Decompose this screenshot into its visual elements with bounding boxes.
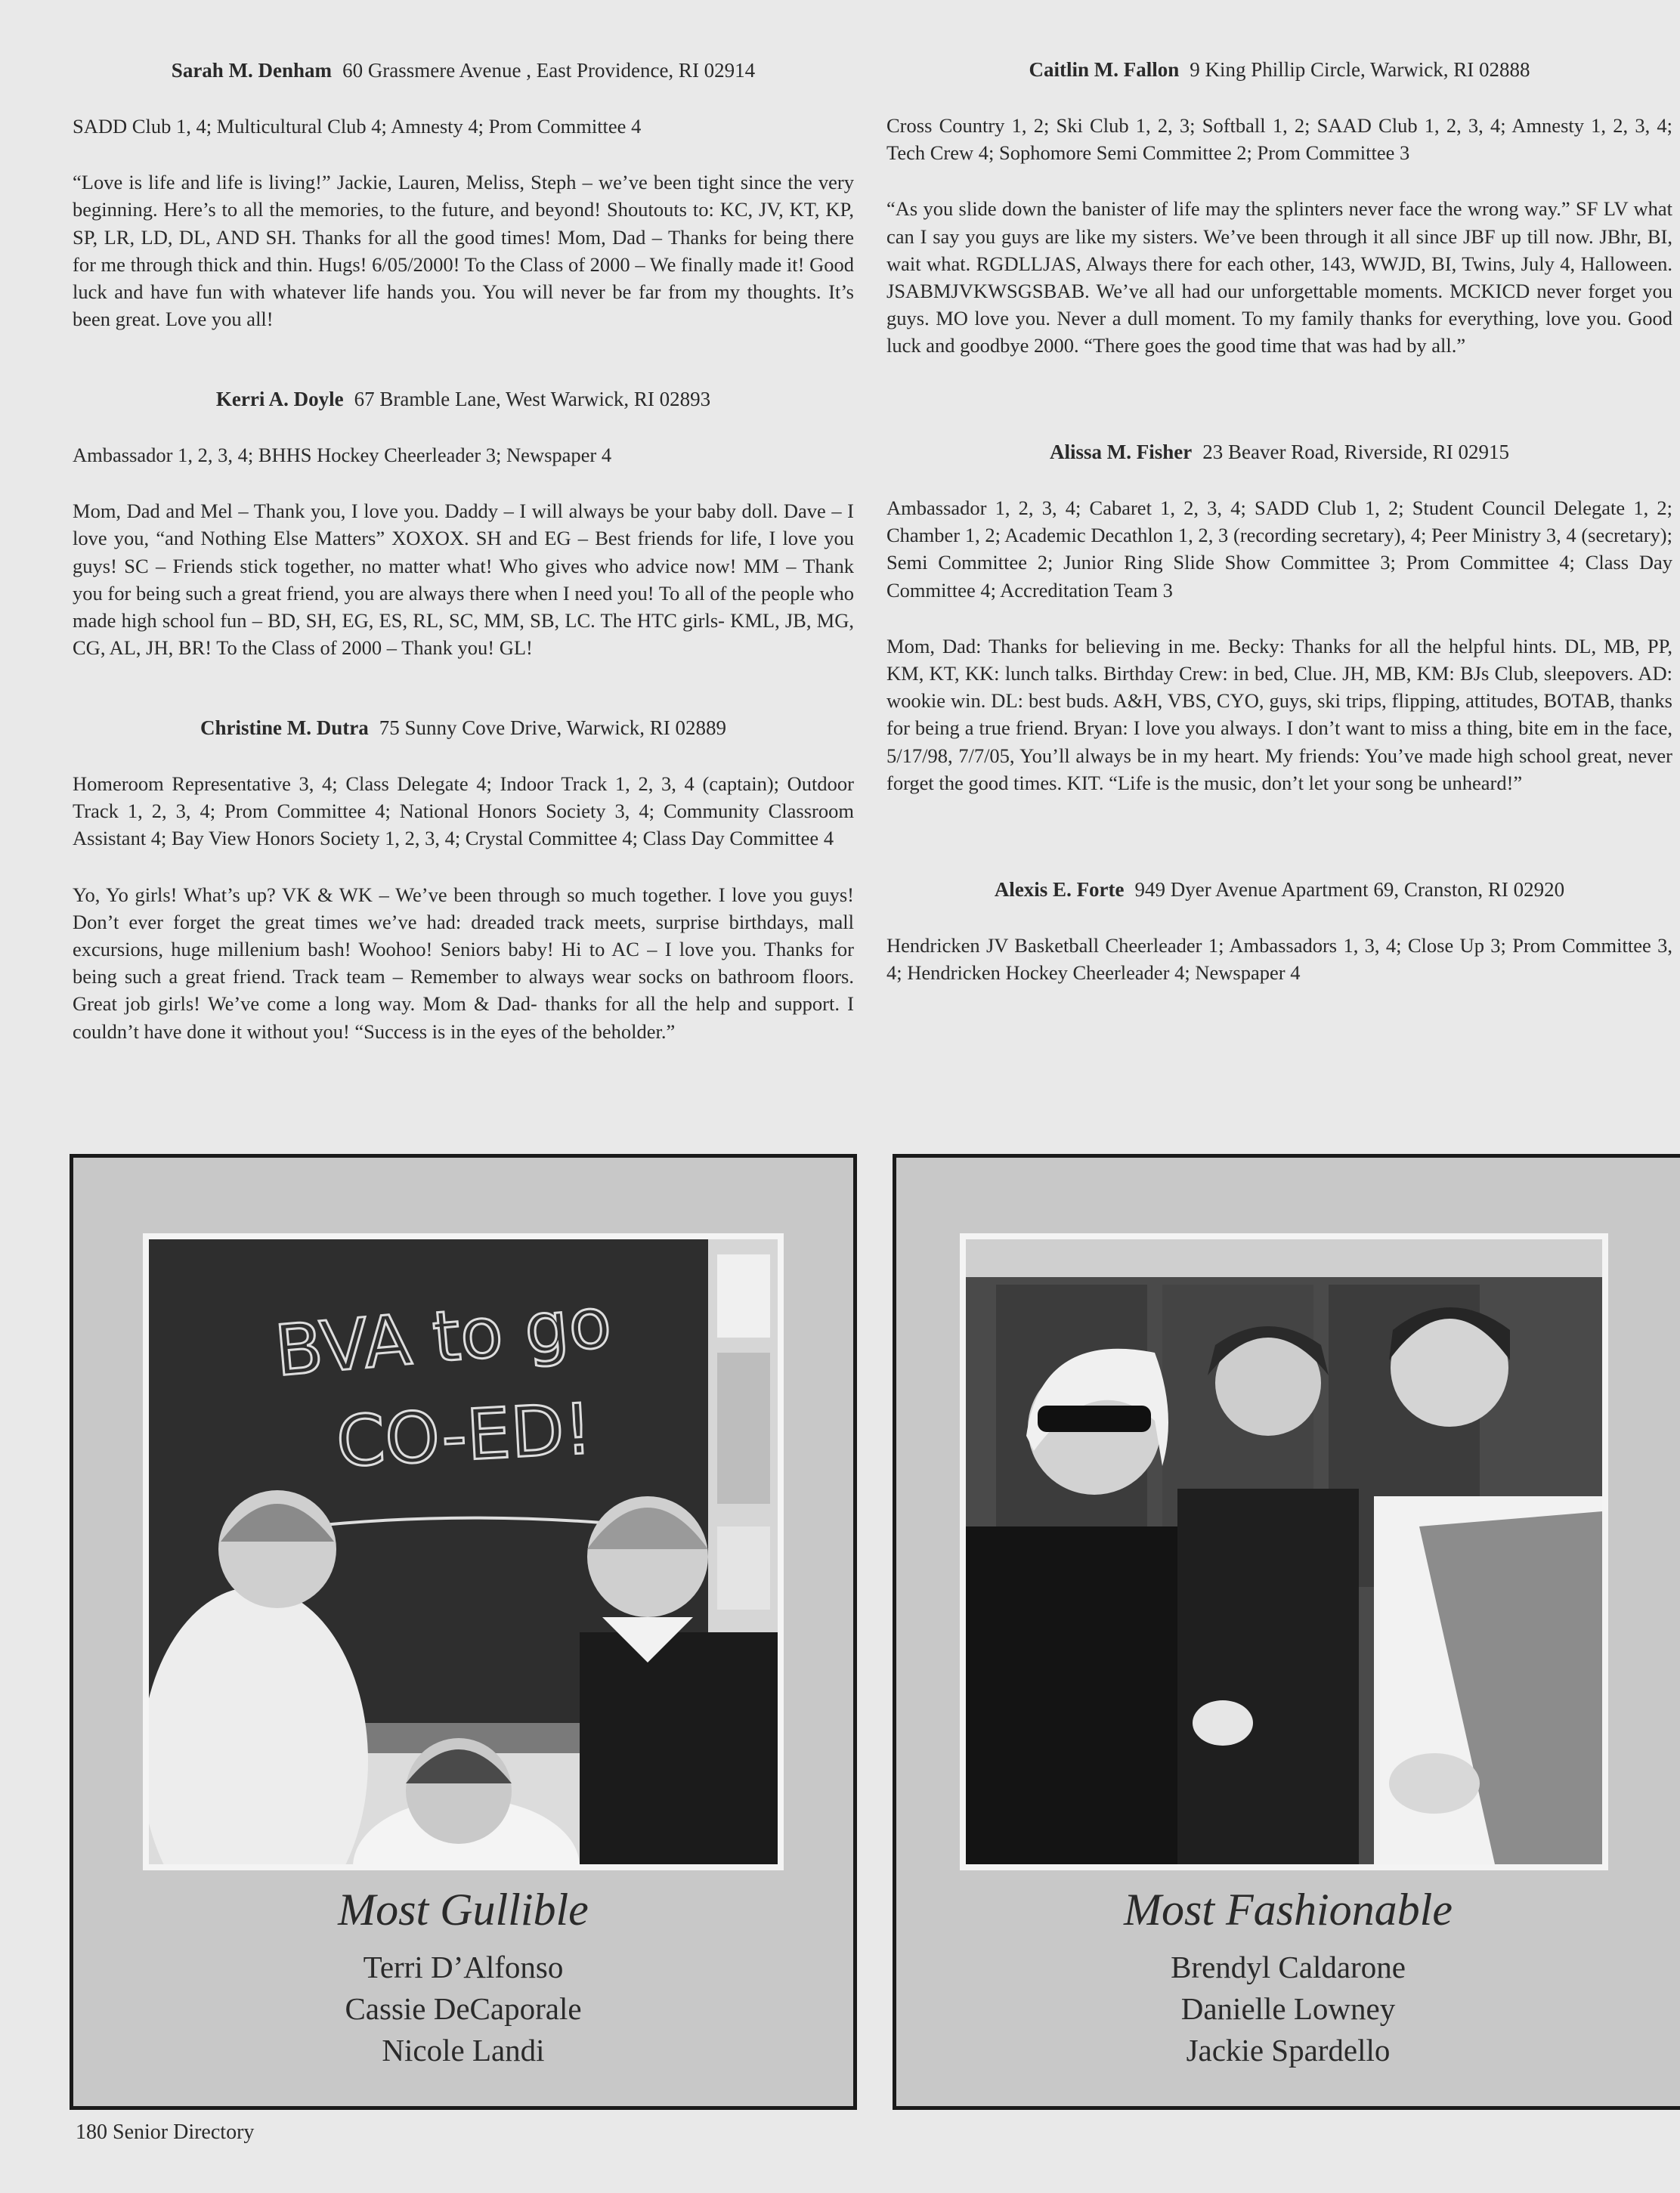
senior-message: Yo, Yo girls! What’s up? VK & WK – We’ve been through so much together. I love you guys! Don’t ever forget the great times we’ve had: dreaded track meets, surprise birthdays, mall excursions, huge millenium bash! Woohoo! Seniors baby! Hi to AC – I love you. Thanks for being such a great friend. Track team – Remember to always wear socks on bathroom floors. Great job girls! We’ve come a long way. Mom & Dad- thanks for all the help and support. I couldn’t have done it without you! “Success is in the eyes of the beholder.” [73,883,854,1043]
page-footer: 180 Senior Directory [76,2120,255,2144]
award-name: Jackie Spardello [1186,2033,1391,2068]
award-panel-most-fashionable [893,1154,1680,2110]
award-title: Most Gullible [338,1885,589,1935]
senior-activities: Ambassador 1, 2, 3, 4; BHHS Hockey Cheerleader 3; Newspaper 4 [73,444,612,466]
senior-entry [73,714,854,1045]
senior-entry [886,56,1672,360]
senior-address: 67 Bramble Lane, West Warwick, RI 02893 [354,388,711,410]
senior-message: “Love is life and life is living!” Jackie, Lauren, Meliss, Steph – we’ve been tight since the very beginning. Here’s to all the memories, to the future, and beyond! Shoutouts to: KC, JV, KT, KP, SP, LR, LD, DL, AND SH. Thanks for all the good times! Mom, Dad – Thanks for being there for me through thick and thin. Hugs! 6/05/2000! To the Class of 2000 – We finally made it! Good luck and have fun with whatever life hands you. You will never be far from my thoughts. It’s been great. Love you all! [73,171,854,331]
senior-message: “As you slide down the banister of life may the splinters never face the wrong way.” SF LV what can I say you guys are like my sisters. We’ve been through it all since JBF up till now. JBhr, BI, wait what. RGDLLJAS, Always there for each other, 143, WWJD, BI, Twins, July 4, Halloween. JSABMJVKWSGSBAB. We’ve all had our unforgettable moments. MCKICD never forget you guys. MO love you. Never a dull moment. To my family thanks for everything, love you. Good luck and goodbye 2000. “There goes the good time that was had by all.” [886,197,1672,357]
senior-entry [73,57,854,333]
award-caption [73,1883,853,2071]
senior-address: 60 Grassmere Avenue , East Providence, RI 02914 [342,59,756,82]
award-panel-most-gullible [70,1154,857,2110]
award-name: Terri D’Alfonso [363,1950,564,1984]
award-photo [143,1233,784,1870]
senior-activities: Ambassador 1, 2, 3, 4; Cabaret 1, 2, 3, 4; SADD Club 1, 2; Student Council Delegate 1, 2; Chamber 1, 2; Academic Decathlon 1, 2, 3 (recording secretary), 4; Peer Ministry 3, 4 (secretary); Semi Committee 2; Junior Ring Slide Show Committee 3; Prom Committee 4; Class Day Committee 4; Accreditation Team 3 [886,496,1672,602]
senior-name: Caitlin M. Fallon [1029,58,1180,81]
senior-address: 9 King Phillip Circle, Warwick, RI 02888 [1190,58,1530,81]
senior-name: Alissa M. Fisher [1050,441,1193,463]
photo-illustration [966,1239,1602,1864]
senior-activities: Homeroom Representative 3, 4; Class Delegate 4; Indoor Track 1, 2, 3, 4 (captain); Outdoor Track 1, 2, 3, 4; Prom Committee 4; National Honors Society 3, 4; Community Classroom Assistant 4; Bay View Honors Society 1, 2, 3, 4; Crystal Committee 4; Class Day Committee 4 [73,772,854,850]
senior-activities: Hendricken JV Basketball Cheerleader 1; Ambassadors 1, 3, 4; Close Up 3; Prom Committee 3, 4; Hendricken Hockey Cheerleader 4; Newspaper 4 [886,934,1672,985]
senior-address: 949 Dyer Avenue Apartment 69, Cranston, RI 02920 [1134,878,1565,901]
senior-name: Sarah M. Denham [171,59,333,82]
senior-entry [73,385,854,661]
award-name: Brendyl Caldarone [1171,1950,1406,1984]
award-name: Cassie DeCaporale [345,1991,582,2026]
award-caption [896,1883,1680,2071]
award-name: Nicole Landi [382,2033,545,2068]
senior-entry [886,876,1672,986]
senior-name: Kerri A. Doyle [215,388,344,410]
senior-address: 75 Sunny Cove Drive, Warwick, RI 02889 [379,716,726,739]
senior-entry [886,438,1672,796]
senior-activities: Cross Country 1, 2; Ski Club 1, 2, 3; Softball 1, 2; SAAD Club 1, 2, 3, 4; Amnesty 1, 2, 3, 4; Tech Crew 4; Sophomore Semi Committee 2; Prom Committee 3 [886,114,1672,165]
senior-name: Christine M. Dutra [200,716,369,739]
senior-name: Alexis E. Forte [994,878,1125,901]
photo-illustration [149,1239,778,1864]
award-name: Danielle Lowney [1180,1991,1396,2026]
chalk-line-2: CO-ED! [334,1388,594,1483]
award-title: Most Fashionable [1124,1885,1453,1935]
senior-message: Mom, Dad and Mel – Thank you, I love you. Daddy – I will always be your baby doll. Dave – I love you, “and Nothing Else Matters” XOXOX. SH and EG – Best friends for life, I love you guys! SC – Friends stick together, no matter what! Who gives who advice now! MM – Thank you for being such a great friend, you are always there when I need you! To all of the people who made high school fun – BD, SH, EG, ES, RL, SC, MM, SB, LC. The HTC girls- KML, JB, MG, CG, AL, JH, BR! To the Class of 2000 – Thank you! GL! [73,500,854,660]
senior-activities: SADD Club 1, 4; Multicultural Club 4; Amnesty 4; Prom Committee 4 [73,115,642,138]
award-photo [960,1233,1608,1870]
senior-message: Mom, Dad: Thanks for believing in me. Becky: Thanks for all the helpful hints. DL, MB, PP, KM, KT, KK: lunch talks. Birthday Crew: in bed, Clue. JH, MB, KM: BJs Club, sleepovers. AD: wookie win. DL: best buds. A&H, VBS, CYO, guys, ski trips, flipping, attitudes, BOTAB, thanks for being a true friend. Bryan: I love you always. I don’t want to miss a thing, bite em in the face, 5/17/98, 7/7/05, You’ll always be in my heart. My friends: You’ve made high school great, never forget the good times. KIT. “Life is the music, don’t let your song be unheard!” [886,634,1672,794]
senior-address: 23 Beaver Road, Riverside, RI 02915 [1202,441,1509,463]
chalk-line-1: BVA to go [271,1282,615,1392]
